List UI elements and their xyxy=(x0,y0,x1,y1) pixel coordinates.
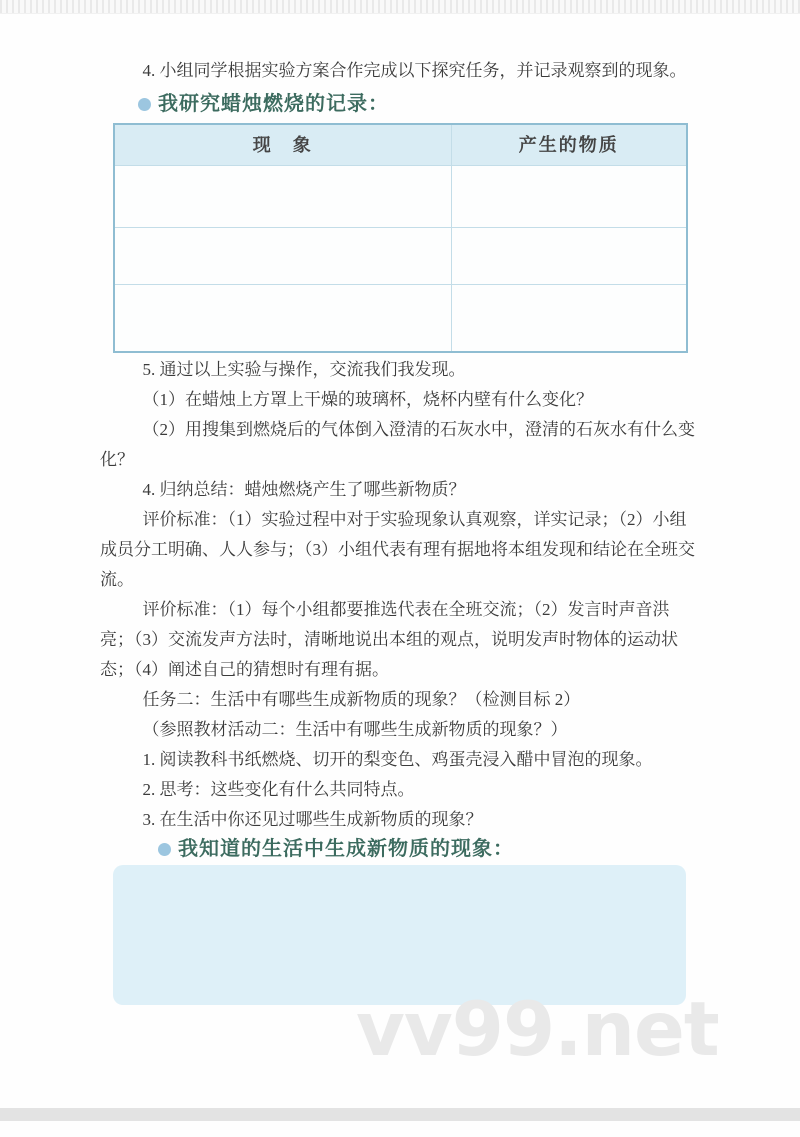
record-section-title xyxy=(138,89,702,119)
column-header-substance: 产生的物质 xyxy=(451,124,687,166)
paragraph-criteria-2: 评价标准：（1）每个小组都要推选代表在全班交流；（2）发言时声音洪亮；（3）交流发声方法时，清晰地说出本组的观点，说明发声时物体的运动状态；（4）阐述自己的猜想时有理有据。 xyxy=(100,600,678,679)
table-cell xyxy=(451,166,687,228)
intro-paragraph: 4. 小组同学根据实验方案合作完成以下探究任务，并记录观察到的现象。 xyxy=(142,61,687,80)
paragraph-task2-item3: 3. 在生活中你还见过哪些生成新物质的现象？ xyxy=(142,810,483,829)
table-row xyxy=(114,285,687,353)
paragraph-task2-item1: 1. 阅读教科书纸燃烧、切开的梨变色、鸡蛋壳浸入醋中冒泡的现象。 xyxy=(142,750,653,769)
page-top-edge xyxy=(0,0,800,14)
dot-bullet-icon xyxy=(158,843,171,856)
dot-bullet-icon xyxy=(138,98,151,111)
life-section-title xyxy=(158,837,702,861)
table-cell xyxy=(114,285,451,353)
watermark-text: vv99.net xyxy=(356,985,719,1073)
paragraph-task2-item2: 2. 思考：这些变化有什么共同特点。 xyxy=(142,780,415,799)
table-row xyxy=(114,166,687,228)
paragraph-task2-reference: （参照教材活动二：生活中有哪些生成新物质的现象？） xyxy=(142,720,568,739)
paragraph-step5: 5. 通过以上实验与操作，交流我们我发现。 xyxy=(142,360,466,379)
paragraph-criteria-1: 评价标准：（1）实验过程中对于实验现象认真观察，详实记录；（2）小组成员分工明确、人人参与；（3）小组代表有理有据地将本组发现和结论在全班交流。 xyxy=(100,510,695,589)
record-table xyxy=(113,123,688,353)
table-header-row xyxy=(114,124,687,166)
paragraph-task2-title: 任务二：生活中有哪些生成新物质的现象？（检测目标 2） xyxy=(142,690,581,709)
page-bottom-edge xyxy=(0,1108,800,1121)
table-cell xyxy=(114,228,451,285)
paragraph-question-2: （2）用搜集到燃烧后的气体倒入澄清的石灰水中，澄清的石灰水有什么变化？ xyxy=(100,420,695,469)
table-cell xyxy=(114,166,451,228)
table-row xyxy=(114,228,687,285)
answer-box xyxy=(113,865,686,1005)
table-cell xyxy=(451,228,687,285)
page-content xyxy=(0,14,800,1005)
record-section-title-label: 我研究蜡烛燃烧的记录： xyxy=(158,93,389,115)
column-header-phenomenon: 现 象 xyxy=(114,124,451,166)
paragraph-summary: 4. 归纳总结：蜡烛燃烧产生了哪些新物质？ xyxy=(142,480,466,499)
life-section-title-label: 我知道的生活中生成新物质的现象： xyxy=(178,838,514,860)
body-paragraphs xyxy=(100,355,702,835)
table-cell xyxy=(451,285,687,353)
paragraph-question-1: （1）在蜡烛上方罩上干燥的玻璃杯，烧杯内壁有什么变化？ xyxy=(142,390,593,409)
